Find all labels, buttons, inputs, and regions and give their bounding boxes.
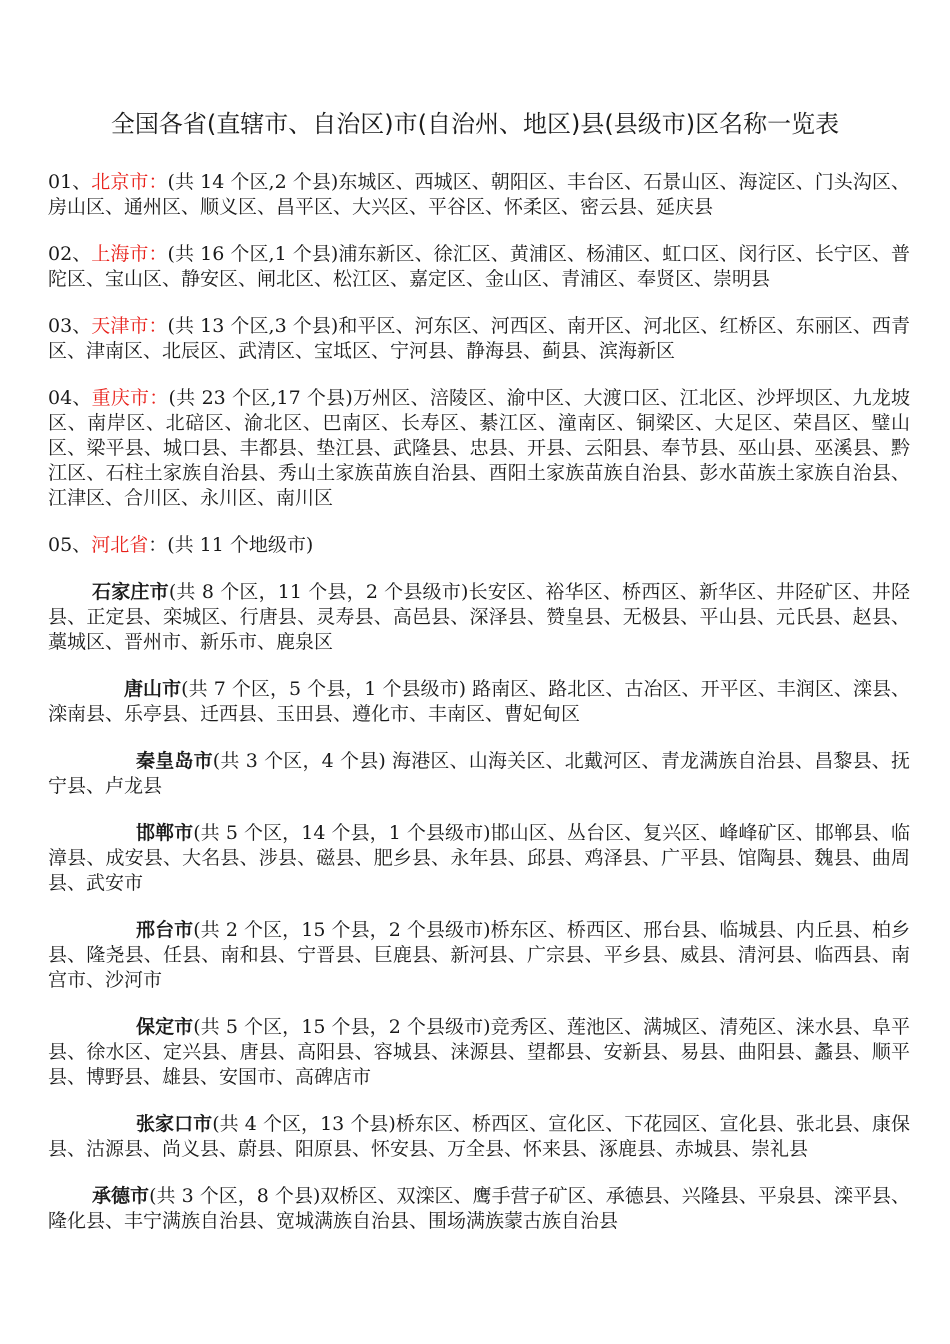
document-title: 全国各省(直辖市、自治区)市(自治州、地区)县(县级市)区名称一览表 — [110, 110, 840, 138]
entry-number: 04、 — [48, 387, 92, 409]
city-entry-handan — [48, 821, 910, 896]
district-list: (共 8 个区，11 个县，2 个县级市)长安区、裕华区、桥西区、新华区、井陉矿区、井陉县、正定县、栾城区、行唐县、灵寿县、高邑县、深泽县、赞皇县、无极县、平山县、元氏县、赵县、藁城区、晋州市、新乐市、鹿泉区 — [48, 581, 910, 653]
district-list: (共 2 个区，15 个县，2 个县级市)桥东区、桥西区、邢台县、临城县、内丘县、柏乡县、隆尧县、任县、南和县、宁晋县、巨鹿县、新河县、广宗县、平乡县、威县、清河县、临西县、南宫市、沙河市 — [48, 919, 910, 991]
city-entry-chengde — [48, 1184, 910, 1234]
city-count: (共 11 个地级市) — [167, 534, 314, 556]
municipality-name: 重庆市 — [91, 387, 150, 409]
district-list: (共 7 个区，5 个县，1 个县级市) 路南区、路北区、古冶区、开平区、丰润区、滦县、滦南县、乐亭县、迁西县、玉田县、遵化市、丰南区、曹妃甸区 — [48, 678, 910, 725]
municipality-name: 天津市 — [91, 315, 149, 337]
district-list: (共 5 个区，14 个县，1 个县级市)邯山区、丛台区、复兴区、峰峰矿区、邯郸县、临漳县、成安县、大名县、涉县、磁县、肥乡县、永年县、邱县、鸡泽县、广平县、馆陶县、魏县、曲周县、武安市 — [48, 822, 910, 894]
name-separator: ： — [148, 243, 168, 265]
district-list: (共 3 个区，4 个县) 海港区、山海关区、北戴河区、青龙满族自治县、昌黎县、抚宁县、卢龙县 — [48, 750, 910, 797]
name-separator: ： — [149, 387, 169, 409]
city-entry-baoding — [48, 1015, 910, 1090]
province-name: 河北省 — [91, 534, 149, 556]
name-separator: ： — [148, 534, 168, 556]
entry-number: 03、 — [48, 315, 92, 337]
municipality-name: 北京市 — [91, 171, 149, 193]
district-list: (共 3 个区，8 个县)双桥区、双滦区、鹰手营子矿区、承德县、兴隆县、平泉县、滦平县、隆化县、丰宁满族自治县、宽城满族自治县、围场满族蒙古族自治县 — [48, 1185, 910, 1232]
city-name: 邯郸市 — [136, 822, 194, 844]
city-name: 保定市 — [136, 1016, 194, 1038]
province-entry-hebei — [48, 533, 910, 558]
municipality-name: 上海市 — [91, 243, 149, 265]
municipality-entry-chongqing — [48, 386, 910, 511]
name-separator: ： — [148, 315, 168, 337]
city-name: 石家庄市 — [92, 581, 169, 603]
city-name: 张家口市 — [136, 1113, 213, 1135]
district-list: (共 5 个区，15 个县，2 个县级市)竞秀区、莲池区、满城区、清苑区、涞水县、阜平县、徐水区、定兴县、唐县、高阳县、容城县、涞源县、望都县、安新县、易县、曲阳县、蠡县、顺平县、博野县、雄县、安国市、高碑店市 — [48, 1016, 910, 1088]
municipality-entry-shanghai — [48, 242, 910, 292]
entry-number: 01、 — [48, 171, 92, 193]
district-list: (共 14 个区,2 个县)东城区、西城区、朝阳区、丰台区、石景山区、海淀区、门头沟区、房山区、通州区、顺义区、昌平区、大兴区、平谷区、怀柔区、密云县、延庆县 — [48, 171, 910, 218]
city-entry-qinhuangdao — [48, 749, 910, 799]
city-name: 承德市 — [92, 1185, 150, 1207]
name-separator: ： — [148, 171, 168, 193]
city-name: 唐山市 — [124, 678, 182, 700]
municipality-entry-tianjin — [48, 314, 910, 364]
city-entry-xingtai — [48, 918, 910, 993]
city-name: 邢台市 — [136, 919, 194, 941]
document-body — [48, 170, 910, 1256]
entry-number: 05、 — [48, 534, 92, 556]
city-entry-shijiazhuang — [48, 580, 910, 655]
city-name: 秦皇岛市 — [136, 750, 213, 772]
district-list: (共 13 个区,3 个县)和平区、河东区、河西区、南开区、河北区、红桥区、东丽区、西青区、津南区、北辰区、武清区、宝坻区、宁河县、静海县、蓟县、滨海新区 — [48, 315, 910, 362]
city-entry-tangshan — [48, 677, 910, 727]
municipality-entry-beijing — [48, 170, 910, 220]
district-list: (共 23 个区,17 个县)万州区、涪陵区、渝中区、大渡口区、江北区、沙坪坝区、九龙坡区、南岸区、北碚区、渝北区、巴南区、长寿区、綦江区、潼南区、铜梁区、大足区、荣昌区、璧山区、梁平县、城口县、丰都县、垫江县、武隆县、忠县、开县、云阳县、奉节县、巫山县、巫溪县、黔江区、石柱土家族自治县、秀山土家族苗族自治县、酉阳土家族苗族自治县、彭水苗族土家族自治县、江津区、合川区、永川区、南川区 — [48, 387, 910, 509]
city-entry-zhangjiakou — [48, 1112, 910, 1162]
district-list: (共 16 个区,1 个县)浦东新区、徐汇区、黄浦区、杨浦区、虹口区、闵行区、长宁区、普陀区、宝山区、静安区、闸北区、松江区、嘉定区、金山区、青浦区、奉贤区、崇明县 — [48, 243, 910, 290]
entry-number: 02、 — [48, 243, 92, 265]
district-list: (共 4 个区，13 个县)桥东区、桥西区、宣化区、下花园区、宣化县、张北县、康保县、沽源县、尚义县、蔚县、阳原县、怀安县、万全县、怀来县、涿鹿县、赤城县、崇礼县 — [48, 1113, 910, 1160]
